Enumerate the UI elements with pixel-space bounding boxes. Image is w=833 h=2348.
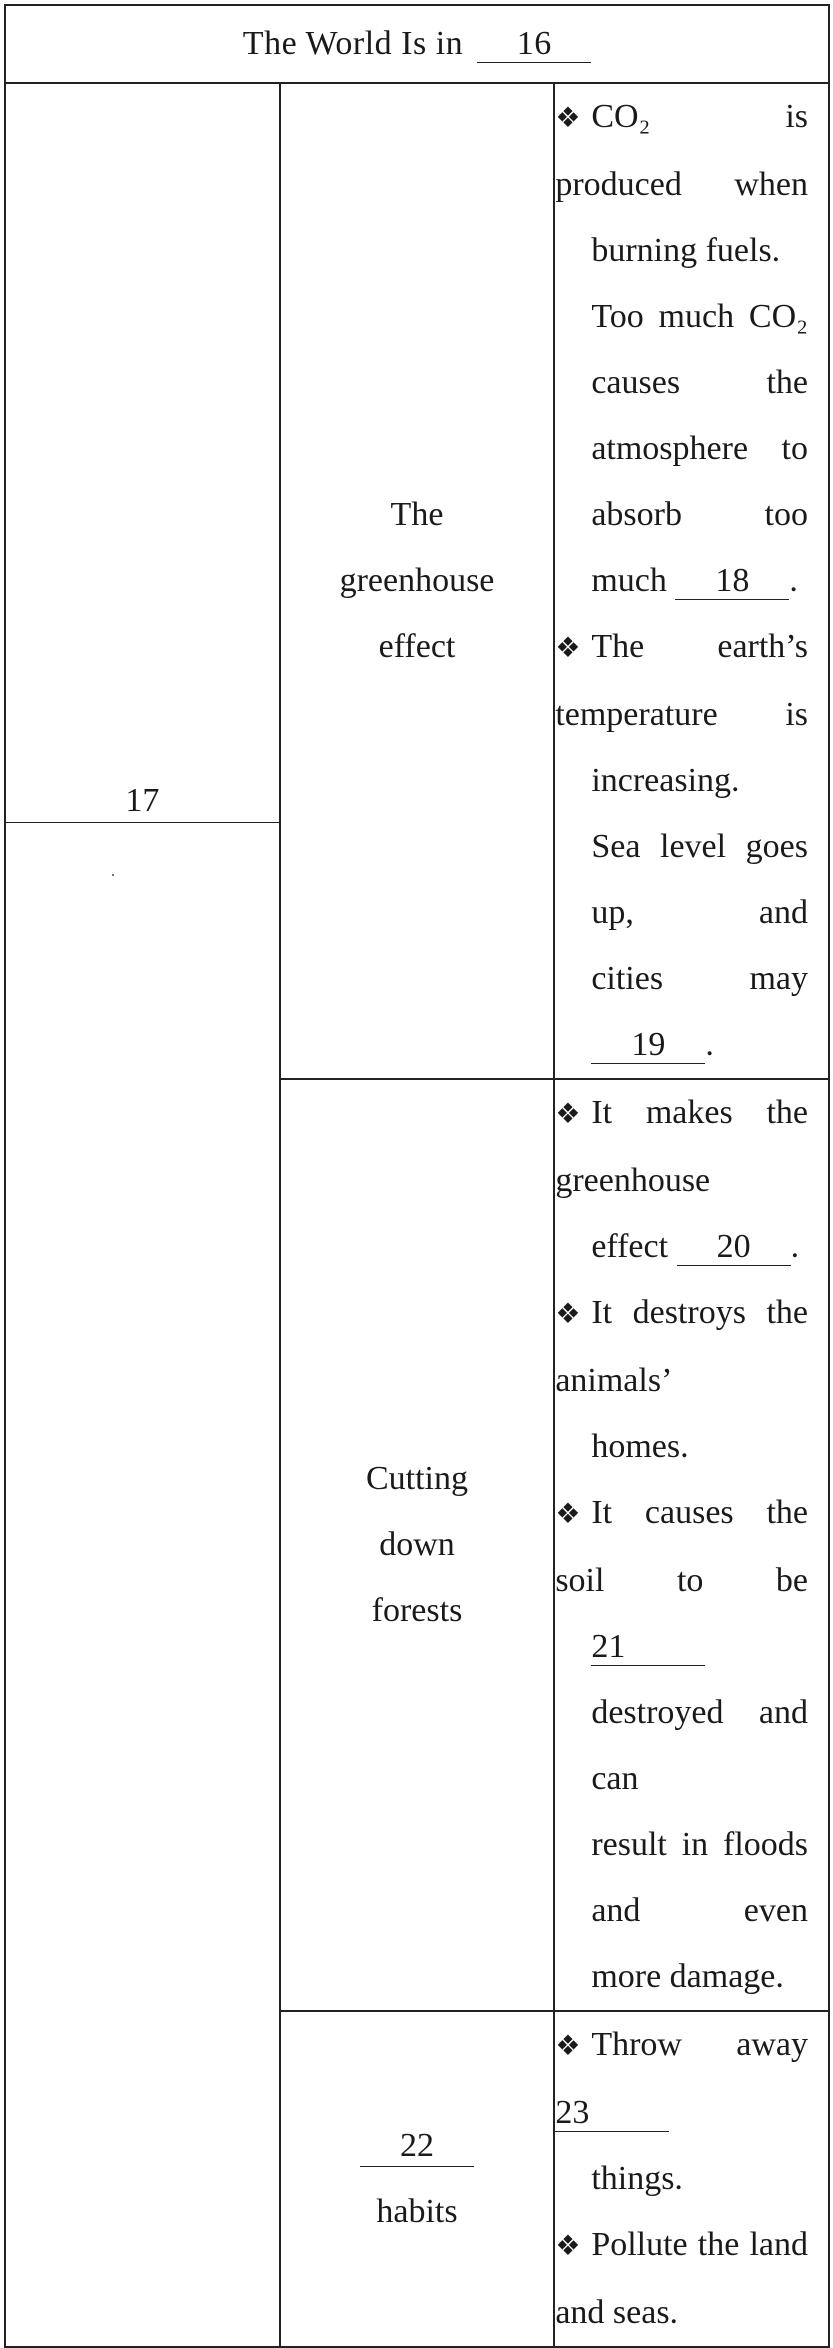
detail-line (555, 2146, 808, 2212)
four-petal-diamond-icon: ❖ (555, 633, 581, 664)
category-label-line: effect (378, 628, 456, 665)
detail-line (555, 2012, 808, 2146)
detail-text: result in floods and even (591, 1826, 808, 1929)
detail-text: . (705, 1026, 714, 1063)
detail-line (555, 2212, 808, 2346)
detail-line (555, 748, 808, 814)
blank-22: 22 (360, 2126, 474, 2167)
four-petal-diamond-icon: ❖ (555, 1499, 581, 1530)
detail-text: increasing. (591, 762, 740, 799)
detail-text: burning fuels. (591, 232, 781, 269)
blank-23: 23 (555, 2095, 669, 2132)
detail-lines (555, 1080, 828, 2010)
category-label-line: down (379, 1526, 455, 1563)
detail-line (555, 946, 808, 1078)
details-habits (554, 2011, 829, 2347)
summary-table (4, 4, 830, 2348)
category-label-line: greenhouse (339, 562, 495, 599)
four-petal-diamond-icon: ❖ (555, 1099, 581, 1130)
blank-19: 19 (591, 1027, 705, 1064)
category-label-line: forests (371, 1592, 463, 1629)
detail-text: effect (591, 1228, 677, 1265)
category-label-line: Cutting (365, 1460, 468, 1497)
detail-text: Pollute the land and seas. (555, 2226, 808, 2331)
table-title: The World Is in (242, 25, 464, 62)
category-habits (280, 2011, 555, 2347)
detail-line (555, 84, 808, 218)
category-label-line: The (390, 496, 444, 533)
four-petal-diamond-icon: ❖ (555, 2231, 581, 2262)
blank-17: 17 (6, 784, 279, 823)
four-petal-diamond-icon: ❖ (555, 1299, 581, 1330)
detail-line (555, 1944, 808, 2010)
detail-text: It destroys the animals’ (555, 1294, 808, 1399)
detail-line (555, 814, 808, 946)
detail-text: It makes the greenhouse (555, 1094, 808, 1199)
detail-text: Too much CO₂ causes the (591, 298, 808, 401)
detail-text: . (790, 1228, 800, 1265)
blank-18: 18 (675, 563, 789, 600)
detail-text: cities may (591, 960, 808, 997)
four-petal-diamond-icon: ❖ (555, 2031, 581, 2062)
detail-text: much (591, 562, 676, 599)
detail-line (555, 416, 808, 548)
detail-text: atmosphere to absorb too (591, 430, 808, 533)
stray-dot (112, 874, 114, 876)
blank-20: 20 (677, 1229, 791, 1266)
detail-text: things. (591, 2160, 683, 2197)
detail-text: more damage. (591, 1958, 784, 1995)
category-greenhouse-effect (280, 83, 555, 1079)
four-petal-diamond-icon: ❖ (555, 103, 581, 134)
detail-lines (555, 2012, 828, 2346)
category-label-line: habits (376, 2193, 458, 2230)
detail-line (555, 548, 808, 614)
detail-text: Sea level goes up, and (591, 828, 808, 931)
detail-line (555, 1480, 808, 1614)
detail-text: . (789, 562, 798, 599)
detail-text: CO₂ is produced when (555, 98, 808, 203)
detail-line (555, 218, 808, 284)
detail-text: Throw away (591, 2026, 808, 2063)
detail-line (555, 1080, 808, 1214)
detail-line (555, 1614, 808, 1812)
blank-16: 16 (477, 26, 591, 63)
detail-text: The earth’s temperature is (555, 628, 808, 733)
detail-text: homes. (591, 1428, 689, 1465)
detail-line (555, 284, 808, 416)
details-greenhouse-effect (554, 83, 829, 1079)
detail-line (555, 1214, 808, 1280)
left-blank-cell (5, 83, 280, 2347)
detail-line (555, 1414, 808, 1480)
table-title-cell (5, 5, 829, 83)
detail-lines (555, 84, 828, 1078)
category-label-line (281, 2113, 554, 2179)
detail-line (555, 614, 808, 748)
detail-line (555, 1812, 808, 1944)
blank-21: 21 (591, 1629, 705, 1666)
detail-text: It causes the soil to be (555, 1494, 808, 1599)
details-cutting-down-forests (554, 1079, 829, 2011)
detail-text: destroyed and can (591, 1694, 808, 1797)
detail-line (555, 1280, 808, 1414)
category-cutting-down-forests (280, 1079, 555, 2011)
